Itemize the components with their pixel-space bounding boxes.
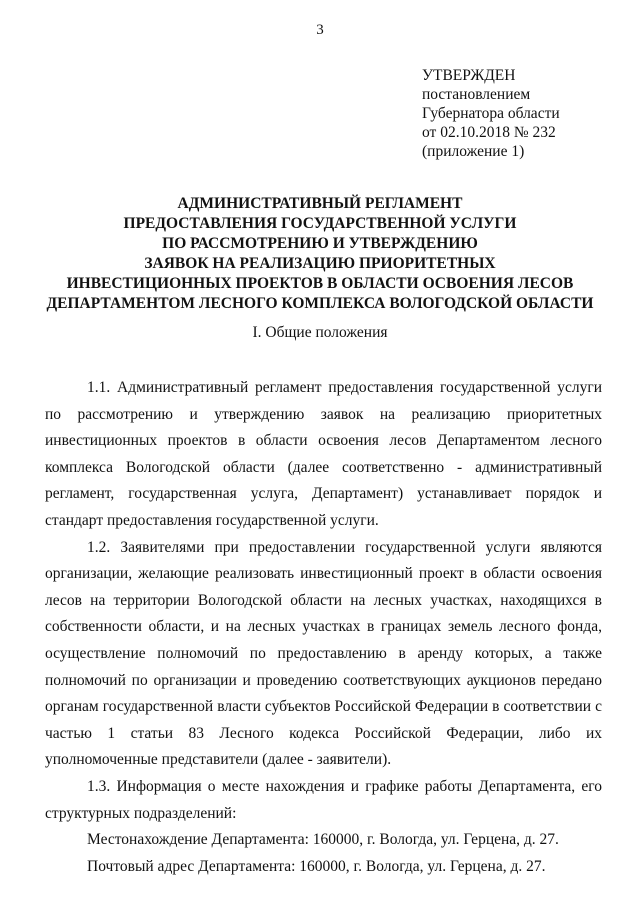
document-body bbox=[45, 375, 602, 880]
title-line: ПРЕДОСТАВЛЕНИЯ ГОСУДАРСТВЕННОЙ УСЛУГИ bbox=[123, 215, 517, 232]
paragraph-1-3: 1.3. Информация о месте нахождения и графике работы Департамента, его структурных подразделений: bbox=[45, 777, 602, 822]
section-heading: I. Общие положения bbox=[252, 324, 388, 341]
page-number: 3 bbox=[316, 22, 324, 38]
paragraph-1-1: 1.1. Административный регламент предоставления государственной услуги по рассмотрению и утверждению заявок на реализацию приоритетных инвестиционных проектов в области освоения лесов Департаментом лесного комплекса Вологодской области (далее соответственно - административный регламент, государственная услуга, Департамент) устанавливает порядок и стандарт предоставления государственной услуги. bbox=[45, 379, 602, 529]
approval-line-appendix: (приложение 1) bbox=[422, 143, 525, 160]
title-line: ЗАЯВОК НА РЕАЛИЗАЦИЮ ПРИОРИТЕТНЫХ bbox=[144, 255, 496, 272]
paragraph-1-2: 1.2. Заявителями при предоставлении государственной услуги являются организации, желающие реализовать инвестиционный проект в области освоения лесов на территории Вологодской области на лесных участках, находящихся в собственности области, и на лесных участках в границах земель лесного фонда, осуществление полномочий по предоставлению в аренду которых, а также полномочий по организации и проведению соответствующих аукционов передано органам государственной власти субъектов Российской Федерации в соответствии с частью 1 статьи 83 Лесного кодекса Российской Федерации, либо их уполномоченные представители (далее - заявители). bbox=[45, 538, 602, 769]
document-title bbox=[20, 194, 620, 314]
title-line: ПО РАССМОТРЕНИЮ И УТВЕРЖДЕНИЮ bbox=[162, 235, 478, 252]
department-postal-address: Почтовый адрес Департамента: 160000, г. Вологда, ул. Герцена, д. 27. bbox=[87, 857, 546, 875]
department-location: Местонахождение Департамента: 160000, г. Вологда, ул. Герцена, д. 27. bbox=[87, 831, 559, 849]
approval-line-approved: УТВЕРЖДЕН bbox=[422, 67, 516, 84]
title-line: ИНВЕСТИЦИОННЫХ ПРОЕКТОВ В ОБЛАСТИ ОСВОЕНИЯ ЛЕСОВ bbox=[66, 275, 574, 292]
title-line: АДМИНИСТРАТИВНЫЙ РЕГЛАМЕНТ bbox=[177, 195, 463, 212]
approval-line-governor: Губернатора области bbox=[422, 105, 560, 122]
title-line: ДЕПАРТАМЕНТОМ ЛЕСНОГО КОМПЛЕКСА ВОЛОГОДСКОЙ ОБЛАСТИ bbox=[46, 295, 594, 312]
approval-line-date: от 02.10.2018 № 232 bbox=[422, 124, 556, 141]
approval-stamp bbox=[422, 66, 632, 161]
approval-line-resolution: постановлением bbox=[422, 86, 531, 103]
